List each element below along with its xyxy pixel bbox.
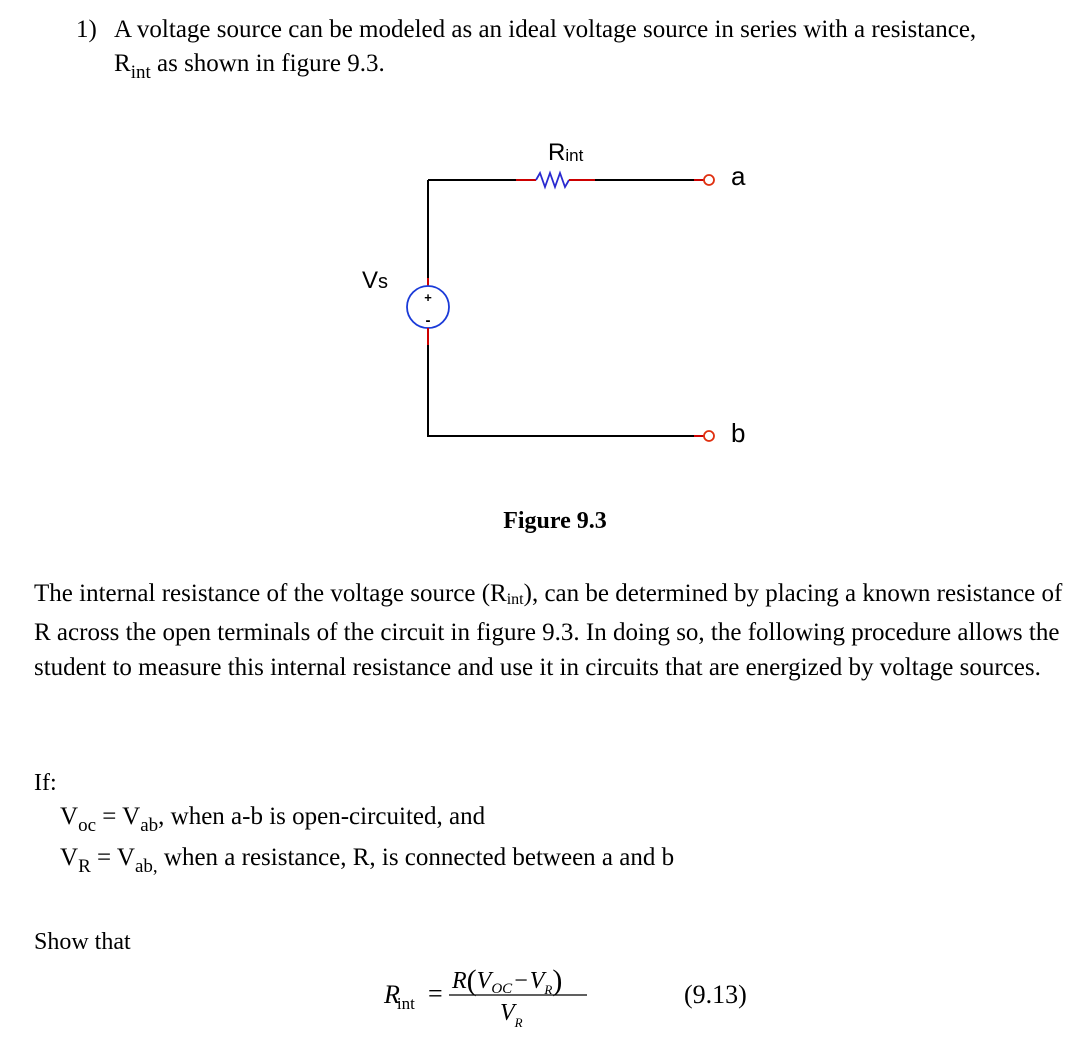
voc-sub: oc (78, 815, 96, 836)
den-v: V (500, 1000, 515, 1026)
source-plus-sign: + (424, 290, 432, 305)
c1-rest: , when a-b is open-circuited, and (158, 803, 486, 830)
body-paragraph (34, 576, 1074, 686)
paragraph-part1: The internal resistance of the voltage source (R (34, 580, 507, 607)
rint-subscript: int (130, 62, 151, 83)
num-lparen: ( (466, 964, 477, 997)
num-minus: − (514, 968, 528, 994)
source-label (362, 267, 388, 295)
figure-caption: Figure 9.3 (503, 508, 607, 534)
condition-loaded (60, 844, 675, 877)
condition-open-circuit (60, 803, 486, 836)
terminal-b-node (704, 431, 714, 441)
source-minus-sign: - (425, 312, 431, 329)
vab-sub-1: ab (140, 815, 159, 836)
if-label: If: (34, 770, 57, 796)
den-sub: R (514, 1015, 523, 1030)
rint-symbol: R (114, 50, 131, 77)
equation-denominator (500, 1000, 523, 1030)
num-r: R (452, 968, 467, 994)
source-label-sub: s (378, 271, 389, 293)
num-v2: V (529, 968, 545, 994)
terminal-b-label: b (731, 418, 746, 448)
equation-lhs-main: R (384, 980, 400, 1009)
num-v1: V (476, 968, 492, 994)
vr-sub: R (78, 856, 91, 877)
resistor-symbol (536, 173, 569, 187)
paragraph-part2: ), can be determined by placing a known resistance of R across the open terminals of the circuit in figure 9.3. In doing so, the following procedure allows the student to measure this internal resistance and use it in circuits that are energized by voltage sources. (34, 580, 1063, 681)
equation-number: (9.13) (684, 980, 747, 1009)
num-v1-sub: OC (491, 981, 513, 997)
num-v2-sub: R (544, 982, 553, 997)
problem-number: 1) (76, 16, 97, 43)
resistor-label-sub: int (565, 146, 584, 165)
equation-numerator (452, 962, 562, 996)
voc-main: V (60, 803, 79, 830)
problem-text-line1: A voltage source can be modeled as an ideal voltage source in series with a resistance, (114, 16, 977, 43)
vab-sub-2: ab, (134, 856, 158, 877)
terminal-a-node (704, 175, 714, 185)
equation-equals: = (428, 979, 443, 1008)
show-that-label: Show that (34, 929, 131, 955)
vr-main: V (60, 844, 79, 871)
terminal-a-label: a (731, 161, 746, 191)
paragraph-rint-sub: int (506, 591, 524, 608)
num-rparen: ) (552, 964, 563, 997)
problem-text-line2-rest: as shown in figure 9.3. (150, 50, 385, 77)
resistor-label (548, 139, 583, 167)
c2-equals: = V (90, 844, 135, 871)
c1-equals: = V (96, 803, 141, 830)
equation-lhs (384, 980, 418, 1013)
resistor-label-main: R (548, 139, 566, 166)
c2-rest: when a resistance, R, is connected between a and b (157, 844, 675, 871)
equation-lhs-sub: int (396, 994, 415, 1013)
source-label-main: V (362, 267, 379, 294)
